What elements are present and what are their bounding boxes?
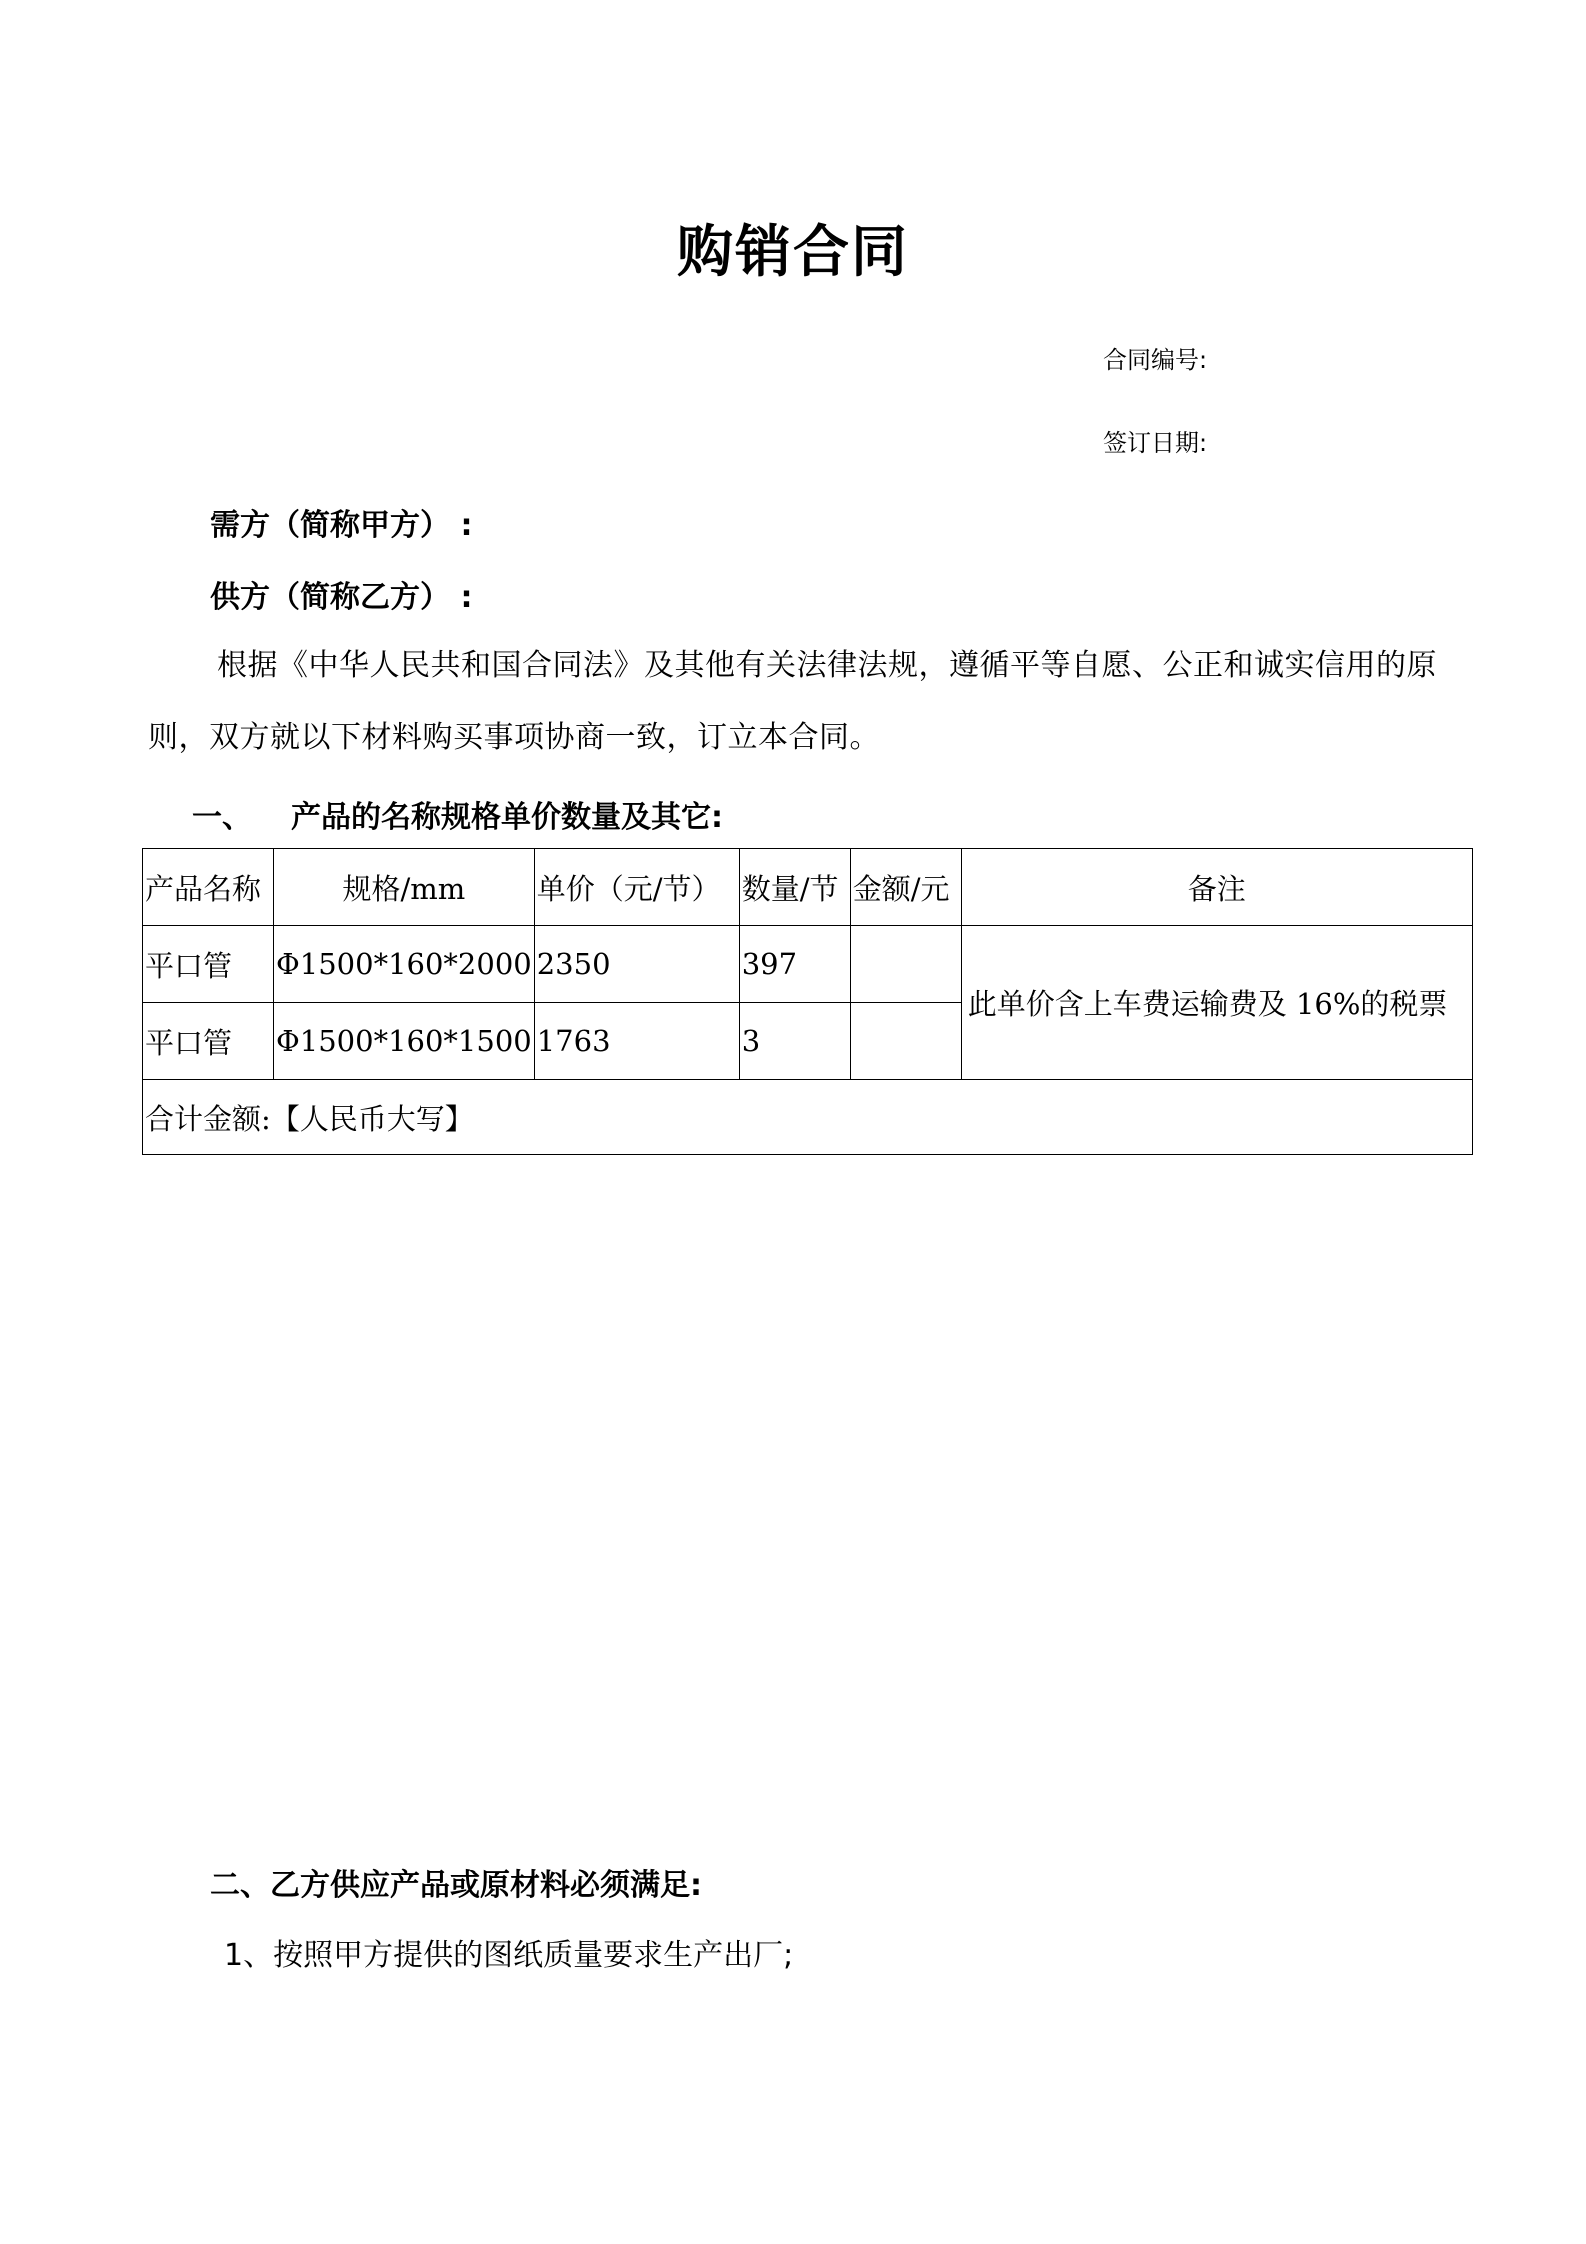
seller-label: 供方（简称乙方） :	[210, 580, 473, 615]
table-total-row	[143, 1080, 1473, 1155]
section-1-heading	[192, 792, 723, 836]
section-1-title: 产品的名称规格单价数量及其它:	[291, 800, 723, 835]
cell-spec: Φ1500*160*2000	[274, 926, 535, 1003]
goods-table	[142, 848, 1473, 1155]
cell-remarks: 此单价含上车费运输费及 16%的税票	[961, 926, 1472, 1080]
contract-number-label: 合同编号:	[1103, 346, 1208, 374]
intro-paragraph: 根据《中华人民共和国合同法》及其他有关法律法规，遵循平等自愿、公正和诚实信用的原则，双方就以下材料购买事项协商一致，订立本合同。	[148, 648, 1437, 755]
cell-total-amount: 合计金额:【人民币大写】	[143, 1080, 1473, 1155]
cell-quantity: 397	[739, 926, 850, 1003]
section-2-heading: 二、乙方供应产品或原材料必须满足:	[210, 1868, 702, 1903]
header-product-name: 产品名称	[143, 849, 274, 926]
cell-spec: Φ1500*160*1500	[274, 1003, 535, 1080]
header-unit-price: 单价（元/节）	[534, 849, 739, 926]
cell-quantity: 3	[739, 1003, 850, 1080]
section-2-item-1: 1、按照甲方提供的图纸质量要求生产出厂;	[224, 1938, 794, 1973]
cell-unit-price: 1763	[534, 1003, 739, 1080]
cell-amount	[850, 1003, 961, 1080]
header-quantity: 数量/节	[739, 849, 850, 926]
header-amount: 金额/元	[850, 849, 961, 926]
sign-date-label: 签订日期:	[1103, 429, 1208, 457]
header-remarks: 备注	[961, 849, 1472, 926]
cell-product-name: 平口管	[143, 926, 274, 1003]
document-title: 购销合同	[677, 220, 909, 285]
cell-product-name: 平口管	[143, 1003, 274, 1080]
buyer-label: 需方（简称甲方） :	[210, 508, 473, 543]
table-header-row	[143, 849, 1473, 926]
section-1-number: 一、	[192, 800, 252, 835]
cell-amount	[850, 926, 961, 1003]
table-row	[143, 926, 1473, 1003]
cell-unit-price: 2350	[534, 926, 739, 1003]
header-spec: 规格/mm	[274, 849, 535, 926]
